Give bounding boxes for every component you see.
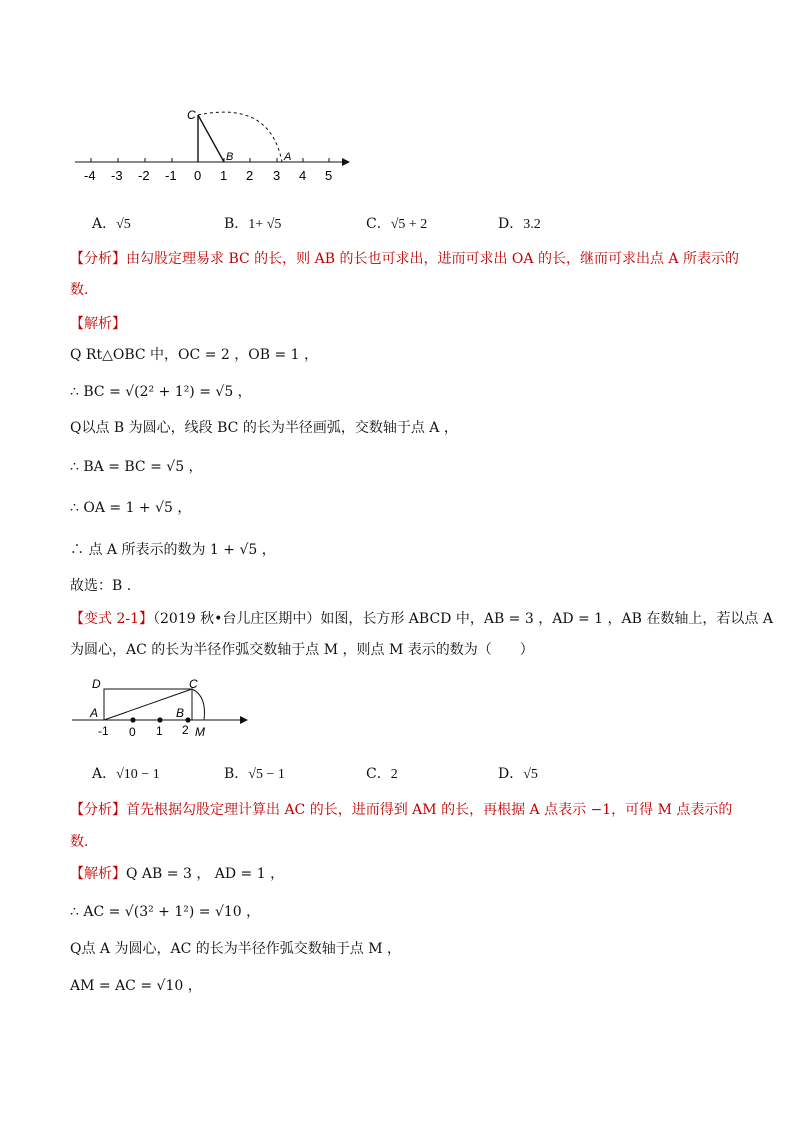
tick-label: -1: [98, 724, 109, 738]
tick-label: 2: [246, 168, 254, 183]
q2-solution-line-1: 【解析】Q AB = 3 ， AD = 1 ，: [70, 866, 285, 882]
q1-option-c: C．√5 + 2: [366, 216, 428, 232]
q2-solution-line: ∴ AC = √(3² + 1²) = √10 ，: [70, 904, 261, 920]
point-b-label: B: [176, 706, 185, 720]
variant-tag: 【变式 2-1】: [70, 611, 153, 627]
q2-solution-line: Q点 A 为圆心，AC 的长为半径作弧交数轴于点 M ，: [70, 941, 401, 957]
q1-solution-line: 故选：B .: [70, 578, 132, 594]
q1-solution-tag: 【解析】: [70, 316, 126, 332]
point-m-label: M: [195, 725, 205, 739]
q2-analysis-line-2: 数.: [70, 834, 89, 850]
tick-label: 0: [194, 168, 202, 183]
tick-label: 1: [156, 724, 163, 738]
q2-solution-line: AM = AC = √10 ，: [70, 978, 202, 994]
tick-label: -1: [165, 168, 177, 183]
q2-option-c: C．2: [366, 766, 398, 782]
point-a-label: A: [284, 151, 292, 163]
analysis-tag: 【分析】: [70, 802, 126, 818]
point-b-label: B: [226, 151, 234, 163]
q2-option-a: A．√10 − 1: [92, 766, 160, 782]
q2-option-b: B．√5 − 1: [224, 766, 285, 782]
tick-label: 5: [325, 168, 333, 183]
tick-label: 3: [273, 168, 281, 183]
q1-solution-line: ∴ BA = BC = √5 ，: [70, 459, 203, 475]
figure-rectangle-number-line: [70, 672, 260, 744]
q2-prompt-line-2: 为圆心，AC 的长为半径作弧交数轴于点 M ，则点 M 表示的数为（ ）: [70, 642, 534, 658]
tick-label: 2: [182, 723, 189, 737]
point-a-label: A: [90, 706, 99, 720]
analysis-tag: 【分析】: [70, 251, 126, 267]
q1-solution-line: ∴ BC = √(2² + 1²) = √5 ，: [70, 384, 252, 400]
q1-option-b: B．1+ √5: [224, 216, 282, 232]
q1-option-a: A．√5: [92, 216, 131, 232]
q2-option-d: D．√5: [498, 766, 538, 782]
q2-analysis-line-1: 【分析】首先根据勾股定理计算出 AC 的长，进而得到 AM 的长，再根据 A 点表示 −1，可得 M 点表示的: [70, 802, 733, 818]
q1-analysis-line-1: 【分析】由勾股定理易求 BC 的长，则 AB 的长也可求出，进而可求出 OA 的长，继而可求出点 A 所表示的: [70, 251, 739, 267]
q1-solution-line: ∴ OA = 1 + √5 ，: [70, 500, 192, 516]
tick-label: 4: [299, 168, 307, 183]
tick-label: -2: [138, 168, 150, 183]
solution-tag: 【解析】: [70, 866, 126, 882]
point-c-label: C: [187, 108, 196, 122]
q1-solution-line: ∴ 点 A 所表示的数为 1 + √5 ，: [70, 542, 276, 558]
q1-option-d: D．3.2: [498, 216, 541, 232]
tick-label: -4: [84, 168, 96, 183]
q1-solution-line: Q Rt△OBC 中，OC = 2 ，OB = 1 ，: [70, 347, 318, 363]
tick-label: -3: [111, 168, 123, 183]
q2-prompt-line-1: 【变式 2-1】（2019 秋•台儿庄区期中）如图，长方形 ABCD 中，AB = 3 ，AD = 1 ，AB 在数轴上，若以点 A: [70, 611, 773, 627]
q1-analysis-line-2: 数.: [70, 282, 89, 298]
point-d-label: D: [92, 677, 101, 691]
figure-number-line-1: [70, 100, 360, 185]
point-c-label: C: [189, 677, 198, 691]
q1-solution-line: Q以点 B 为圆心，线段 BC 的长为半径画弧，交数轴于点 A ，: [70, 420, 458, 436]
tick-label: 0: [129, 725, 136, 739]
tick-label: 1: [220, 168, 228, 183]
